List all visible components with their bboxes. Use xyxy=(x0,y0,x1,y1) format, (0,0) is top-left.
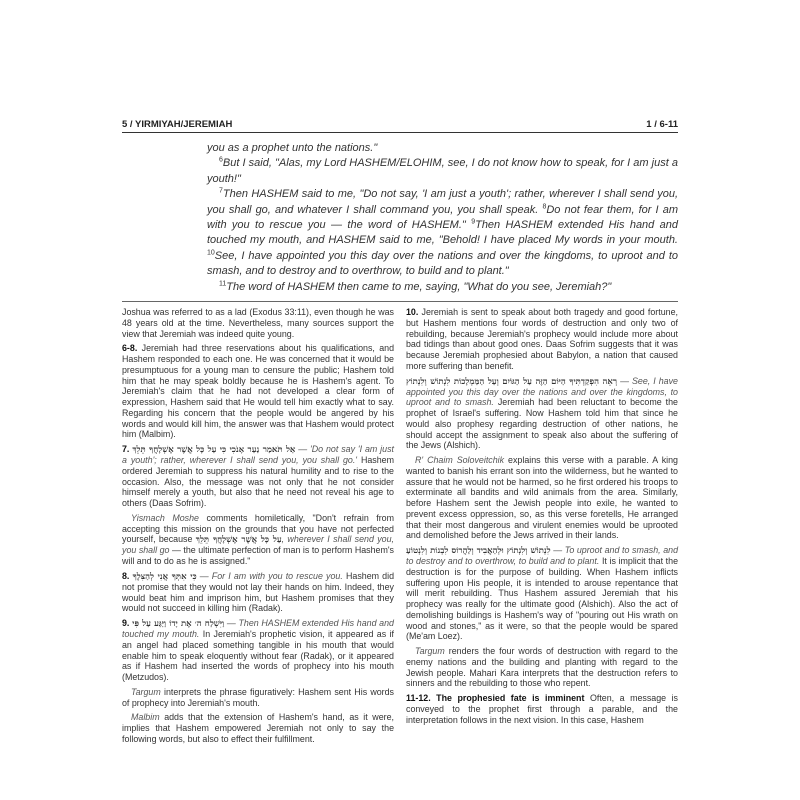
commentary-paragraph xyxy=(122,687,394,709)
commentary-text: Often, a message is conveyed to the prophet first through a parable, and the interpretation follows in the next vision. In this case, Hashem xyxy=(406,693,678,725)
commentary-text: renders the four words of destruction with regard to the enemy nations and the building and planting with regard to the Jewish people. Mahari Kara interprets that the destruction refers to sinners and the rebuilding to those who repent. xyxy=(406,646,678,689)
verse-number: 6 xyxy=(219,156,223,164)
commentary-text: It is implicit that the destruction is for the purpose of building. When Hashem inflicts suffering upon His people, it is intended to arouse repentance that will merit rebuilding. Thus Hashem assured Jeremiah that his prophecy was really for the ultimate good (Alshich). Also the act of demolishing buildings is Hashem's way of "pouring out His wrath on wood and stones," as it were, so that the people would be spared (Me'am Loez). xyxy=(406,556,679,642)
commentary-divider xyxy=(122,301,678,302)
hebrew-quote: לִנְתוֹשׁ וְלִנְתוֹץ וּלְהַאֲבִיד וְלַהֲרוֹס לִבְנוֹת וְלִנְטוֹעַ xyxy=(406,546,551,557)
verse-text: Then HASHEM extended His hand and touched my mouth, and HASHEM said to me, "Behold! I have placed My words in your mouth. xyxy=(207,219,679,247)
commentary-text: explains this verse with a parable. A king wanted to banish his errant son into the wilderness, but he wanted to assure that he would not be harmed, so he first ordered his troops to exterminate all bandits and wild animals from the area. Similarly, before Hashem sent the Jewish people into exile, he wanted to prevent excess oppression, so, as this verse foretells, He arranged that their most dangerous and virulent enemies would be uprooted and demolished before the Jews arrived in their lands. xyxy=(406,455,678,541)
verse-label: 6-8. xyxy=(122,343,138,354)
commentary-text: adds that the extension of Hashem's hand, as it were, implies that Hashem empowered Jeremiah not only to say the following words, but also to effect their fulfillment. xyxy=(122,712,395,744)
verse-7-10 xyxy=(207,187,678,279)
commentary-text: Hashem did not promise that they would not lay their hands on him. Indeed, they would beat him and imprison him, but Hashem promises that they would not succeed in killing him (Radak). xyxy=(122,570,395,614)
commentary-paragraph xyxy=(122,343,394,440)
section-heading: 11-12. The prophesied fate is imminent xyxy=(406,693,585,704)
commentary-paragraph xyxy=(406,455,678,541)
translation-quote: — Then HASHEM extended His hand and touched my mouth. xyxy=(122,618,394,640)
verse-text: Then HASHEM said to me, "Do not say, 'I am just a youth'; rather, wherever I shall send you, you shall go, and whatever I shall command you, you shall speak. xyxy=(207,188,678,216)
commentary-paragraph xyxy=(122,571,394,614)
hebrew-quote: כִּי אִתְּךָ אֲנִי לְהַצִּלֶךָ xyxy=(132,571,197,582)
source-name: R' Chaim Soloveitchik xyxy=(415,455,505,466)
verse-6 xyxy=(207,156,678,187)
verse-text: The word of HASHEM then came to me, saying, "What do you see, Jeremiah?" xyxy=(226,280,612,293)
commentary-paragraph xyxy=(406,376,678,452)
verse-number: 7 xyxy=(219,187,223,195)
source-name: Targum xyxy=(415,646,445,657)
verse-11 xyxy=(207,280,678,295)
commentary-paragraph xyxy=(406,646,678,689)
commentary-text: Jeremiah is sent to speak about both tragedy and good fortune, but Hashem mentions four words of destruction and only two of rebuilding, because Jeremiah's prophecy would include more about bad tidings than about good ones. Daas Sofrim suggests that it was because Jeremiah prophesied about Babylon, a nation that caused more suffering than benefit. xyxy=(406,307,678,371)
verse-number: 11 xyxy=(219,280,227,287)
verse-number: 9 xyxy=(471,218,476,226)
hebrew-quote: אַל תֹּאמַר נַעַר אָנֹכִי כִּי עַל כָּל אֲשֶׁר אֶשְׁלָחֲךָ תֵּלֵךְ xyxy=(132,445,296,456)
commentary-paragraph xyxy=(406,545,678,642)
commentary-columns xyxy=(122,307,678,749)
commentary-paragraph xyxy=(122,712,394,744)
running-header xyxy=(122,118,678,133)
commentary-paragraph xyxy=(406,307,678,372)
source-name: Targum xyxy=(131,686,161,697)
commentary-text: Hashem ordered Jeremiah to suppress his natural humility and to rise to the occasion. Also, the message was not only that he not consider himself merely a youth, but also that he need not reveal his age to others (Daas Sofrim). xyxy=(122,455,394,509)
verse-number: 10 xyxy=(207,249,215,257)
verse-label: 8. xyxy=(122,570,130,581)
verse-number: 8 xyxy=(542,202,547,210)
commentary-paragraph: Joshua was referred to as a lad (Exodus 33:11), even though he was 48 years old at the time. Nevertheless, many sources support the view that Jeremiah was indeed quite young. xyxy=(122,307,394,339)
commentary-text: interprets the phrase figuratively: Hashem sent His words of prophecy into Jeremiah's mouth. xyxy=(122,686,394,708)
translation-quote: , wherever I shall send you, you shall go xyxy=(122,534,394,556)
verse-text: But I said, "Alas, my Lord HASHEM/ELOHIM, see, I do not know how to speak, for I am just a youth!" xyxy=(207,157,678,185)
verse-text: Do not fear them, for I am with you to rescue you — the word of HASHEM." xyxy=(207,203,678,232)
header-chapter-verse: 1 / 6-11 xyxy=(646,119,678,130)
commentary-paragraph xyxy=(122,618,394,683)
hebrew-quote: עַל כָּל אֲשֶׁר אֶשְׁלָחֲךָ תֵּלֵךְ xyxy=(195,535,282,546)
page xyxy=(122,0,678,759)
verse-5-end: you as a prophet unto the nations." xyxy=(207,142,378,154)
commentary-right-column xyxy=(406,307,678,729)
commentary-text: comments homiletically, "Don't refrain from accepting this mission on the grounds that you have not perfected yourself, because xyxy=(122,512,394,545)
translation-quote: — For I am with you to rescue you. xyxy=(199,570,343,581)
verse-label: 9. xyxy=(122,618,130,629)
translation-quote: — 'Do not say 'I am just a youth'; rather, wherever I shall send you, you shall go.' xyxy=(122,444,394,466)
translation-quote: — To uproot and to smash, and to destroy and to overthrow, to build and to plant. xyxy=(406,545,679,567)
hebrew-quote: רְאֵה הִפְקַדְתִּיךָ הַיּוֹם הַזֶּה עַל הַגּוֹיִם וְעַל הַמַּמְלָכוֹת לִנְתוֹשׁ וְלִנְתוֹץ xyxy=(406,376,618,387)
verse-label: 10. xyxy=(406,307,419,318)
commentary-text: — the ultimate perfection of man is to perform Hashem's will and to do as he is assigned." xyxy=(122,545,394,567)
commentary-paragraph xyxy=(122,444,394,509)
commentary-text: Jeremiah had been reluctant to become the prophet of Israel's suffering. Now Hashem told him that since he would also prophesy regarding destruction of other nations, he should accept the assignment to speak also about the suffering of the Jews (Alshich). xyxy=(406,397,678,451)
commentary-paragraph xyxy=(406,693,678,725)
commentary-text: In Jeremiah's prophetic vision, it appeared as if an angel had placed something tangible in his mouth that would enable him to speak eloquently without fear (Radak), or it appeared as if Hashem had inserted the words of prophecy into his mouth (Metzudos). xyxy=(122,629,394,683)
commentary-text: Jeremiah had three reservations about his qualifications, and Hashem responded to each one. He was concerned that it would be presumptuous for a young man to censure the public; Hashem told him that he may speak boldly because he is Hashem's agent. To Jeremiah's claim that he had not developed a clear form of expression, Hashem said that He would tell him exactly what to say. Regarding his concern that the people would be angered by his words and would kill him, the answer was that Hashem would protect him (Malbim). xyxy=(122,343,394,440)
verse-text: See, I have appointed you this day over the nations and over the kingdoms, to uproot and to smash, and to destroy and to overthrow, to build and to plant." xyxy=(207,249,678,278)
verse-translation xyxy=(207,141,678,295)
verse-label: 7. xyxy=(122,444,130,455)
hebrew-quote: וַיִּשְׁלַח ה׳ אֶת יָדוֹ וַיַּגַּע עַל פִּי xyxy=(132,619,225,630)
translation-quote: — See, I have appointed you this day over the nations and over the kingdoms, to uproot and to smash. xyxy=(406,375,678,408)
commentary-left-column xyxy=(122,307,394,749)
commentary-paragraph xyxy=(122,513,394,567)
source-name: Yismach Moshe xyxy=(131,512,199,523)
header-book-title: 5 / YIRMIYAH/JEREMIAH xyxy=(122,119,233,130)
source-name: Malbim xyxy=(131,712,160,723)
